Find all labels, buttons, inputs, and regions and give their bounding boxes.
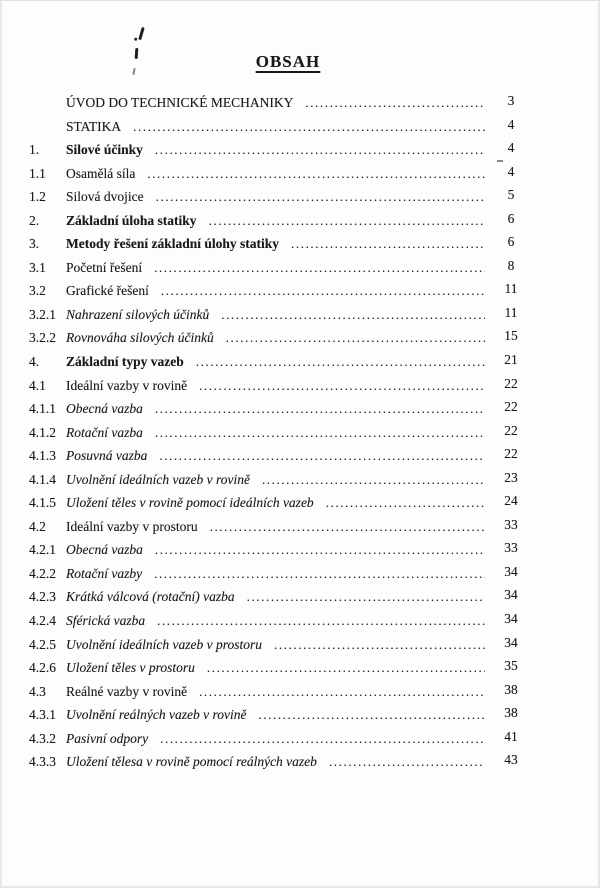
toc-entry-page: 35	[504, 658, 518, 674]
dot-leader	[305, 91, 485, 115]
dot-leader	[161, 279, 485, 303]
toc-entry-page: 11	[504, 281, 518, 297]
dot-leader	[155, 138, 485, 162]
dot-leader	[291, 232, 485, 256]
toc-entry-page: 38	[504, 705, 518, 721]
toc-entry-number: 4.1.5	[29, 495, 56, 511]
toc-entry-title: Grafické řešení	[66, 283, 149, 299]
toc-entry-title: Rotační vazby	[66, 565, 143, 581]
toc-entry-page: 15	[504, 328, 518, 344]
dot-leader	[258, 703, 485, 727]
dot-leader	[209, 209, 485, 233]
dot-leader	[133, 115, 485, 139]
toc-entry	[29, 468, 533, 492]
toc-entry-number: 4.1.2	[29, 424, 56, 440]
toc-entry-number: 4.2.1	[29, 542, 56, 558]
toc-entry	[29, 703, 533, 727]
toc-entry-page: 33	[504, 516, 518, 532]
toc-entry-number: 4.1	[29, 377, 46, 393]
toc-entry-title: Rotační vazba	[66, 424, 143, 440]
dot-leader	[155, 421, 485, 445]
dot-leader	[262, 468, 485, 492]
toc-entry	[29, 115, 533, 139]
dot-leader	[226, 326, 485, 350]
toc-entry-page: 4	[507, 163, 515, 179]
dot-leader	[147, 162, 485, 186]
toc-entry	[29, 162, 533, 186]
dot-leader	[155, 538, 485, 562]
dot-leader	[247, 585, 485, 609]
toc-entry-page: 43	[504, 752, 518, 768]
toc-entry-page: 3	[507, 93, 515, 108]
toc-entry-number: 4.2.5	[29, 636, 56, 652]
dot-leader	[329, 750, 485, 774]
dot-leader	[160, 727, 485, 751]
toc-entry-number: 4.1.3	[29, 448, 56, 464]
toc-entry-number: 4.2.2	[29, 565, 56, 581]
toc-entry	[29, 562, 533, 586]
toc-entry-number: 3.2.1	[29, 306, 56, 322]
dot-leader	[207, 656, 485, 680]
toc-entry	[29, 633, 533, 657]
dot-leader	[199, 374, 485, 398]
pen-mark-icon	[138, 27, 144, 40]
toc-entry-number: 4.1.1	[29, 401, 56, 417]
dot-leader	[221, 303, 485, 327]
toc-entry	[29, 491, 533, 515]
toc-entry	[29, 421, 533, 445]
toc-entry-title: Posuvná vazba	[66, 448, 148, 464]
toc-entry	[29, 444, 533, 468]
toc-entry-title: Základní typy vazeb	[66, 354, 184, 370]
toc-entry	[29, 515, 533, 539]
toc-entry-number: 3.	[29, 236, 40, 252]
toc-entry-number: 4.3.2	[29, 730, 56, 746]
toc-entry	[29, 303, 533, 327]
toc-entry-title: Metody řešení základní úlohy statiky	[66, 236, 280, 252]
toc-entry-page: 4	[507, 116, 515, 132]
toc-entry-title: Pasivní odpory	[66, 730, 149, 746]
toc-entry-number: 4.3.3	[29, 754, 56, 770]
toc-entry	[29, 232, 533, 256]
toc-entry-title: Obecná vazba	[66, 542, 143, 558]
toc-entry-page: 21	[504, 352, 518, 368]
dot-leader	[196, 350, 485, 374]
dot-leader	[154, 256, 485, 280]
toc-entry-number: 4.1.4	[29, 471, 56, 487]
toc-entry-title: Nahrazení silových účinků	[66, 306, 210, 322]
toc-entry-number: 1.1	[29, 165, 46, 181]
toc-entry-page: 6	[507, 210, 515, 226]
toc-entry-number: 1.2	[29, 189, 46, 205]
toc-entry-page: 22	[504, 399, 518, 415]
toc-entry-title: Krátká válcová (rotační) vazba	[66, 589, 235, 605]
toc-entry	[29, 91, 533, 115]
toc-entry-title: Uvolnění ideálních vazeb v prostoru	[66, 636, 262, 652]
toc-entry	[29, 350, 533, 374]
toc-entry-number: 3.2.2	[29, 330, 56, 346]
dot-leader	[157, 609, 485, 633]
toc-entry-page: 5	[507, 187, 515, 203]
toc-entry	[29, 727, 533, 751]
toc-entry-title: Obecná vazba	[66, 401, 143, 417]
dot-leader	[154, 562, 485, 586]
toc-entry-title: Silové účinky	[66, 142, 143, 158]
toc-entry-number: 4.2.4	[29, 613, 56, 629]
toc-entry-title: Ideální vazby v rovině	[66, 377, 188, 393]
toc-entry-number: 4.3	[29, 683, 46, 699]
toc-entry-number: 4.2.6	[29, 660, 56, 676]
toc-entry-page: 34	[504, 563, 518, 579]
toc-entry	[29, 185, 533, 209]
toc-entry-page: 24	[504, 493, 518, 509]
toc-entry-title: Uložení těles v rovině pomocí ideálních vazeb	[66, 495, 314, 511]
toc-entry-number: 3.2	[29, 283, 46, 299]
toc-entry	[29, 538, 533, 562]
toc-entry-title: Rovnováha silových účinků	[66, 330, 214, 346]
toc-entry-title: ÚVOD DO TECHNICKÉ MECHANIKY	[66, 95, 294, 110]
toc-entry-title: Uložení těles v prostoru	[66, 660, 195, 676]
toc-entry-page: 34	[504, 611, 518, 627]
dot-leader	[155, 397, 485, 421]
toc-entry-page: 41	[504, 728, 518, 744]
toc-entry-number: 3.1	[29, 259, 46, 275]
toc-entry-page: 22	[504, 446, 518, 462]
toc-entry	[29, 209, 533, 233]
toc-entry-page: 34	[504, 587, 518, 603]
toc-entry-number: 4.3.1	[29, 707, 56, 723]
dot-leader	[274, 633, 485, 657]
toc-entry-title: STATIKA	[66, 118, 122, 134]
dot-leader	[159, 444, 485, 468]
toc-entry-title: Uvolnění reálných vazeb v rovině	[66, 707, 247, 723]
toc-entry-page: 11	[504, 304, 518, 320]
toc-entry-number: 4.2	[29, 518, 46, 534]
toc-entry-title: Ideální vazby v prostoru	[66, 518, 198, 534]
dot-leader	[199, 680, 485, 704]
toc-entry-page: 38	[504, 681, 518, 697]
toc-entry	[29, 138, 533, 162]
toc-entry-title: Početní řešení	[66, 259, 143, 275]
page-title: OBSAH	[255, 52, 321, 71]
toc-entry-title: Uložení tělesa v rovině pomocí reálných vazeb	[66, 754, 317, 770]
dot-leader	[210, 515, 485, 539]
toc-entry-title: Silová dvojice	[66, 189, 144, 205]
toc-entry	[29, 256, 533, 280]
toc-entry	[29, 397, 533, 421]
toc-entry-page: 34	[504, 634, 518, 650]
toc-entry-page: 22	[504, 422, 518, 438]
toc-entry-title: Základní úloha statiky	[66, 212, 197, 228]
toc-list	[29, 91, 533, 774]
toc-entry	[29, 326, 533, 350]
toc-entry	[29, 279, 533, 303]
toc-entry-title: Sférická vazba	[66, 613, 146, 629]
toc-entry	[29, 374, 533, 398]
toc-entry-title: Osamělá síla	[66, 165, 136, 181]
toc-entry-number: 1.	[29, 142, 40, 158]
toc-entry	[29, 750, 533, 774]
toc-entry-page: 8	[507, 257, 515, 273]
toc-entry-number: 4.2.3	[29, 589, 56, 605]
toc-entry-title: Uvolnění ideálních vazeb v rovině	[66, 471, 250, 487]
toc-entry-title: Reálné vazby v rovině	[66, 683, 188, 699]
toc-entry-page: 33	[504, 540, 518, 556]
toc-entry-page: 23	[504, 469, 518, 485]
toc-entry	[29, 680, 533, 704]
dot-leader	[156, 185, 485, 209]
toc-entry-page: 6	[507, 234, 515, 250]
toc-entry	[29, 609, 533, 633]
toc-entry-number: 4.	[29, 354, 40, 370]
toc-entry	[29, 585, 533, 609]
toc-entry-page: 22	[504, 375, 518, 391]
dot-leader	[326, 491, 485, 515]
toc-entry-page: 4	[507, 140, 515, 156]
toc-entry	[29, 656, 533, 680]
toc-entry-number: 2.	[29, 212, 40, 228]
